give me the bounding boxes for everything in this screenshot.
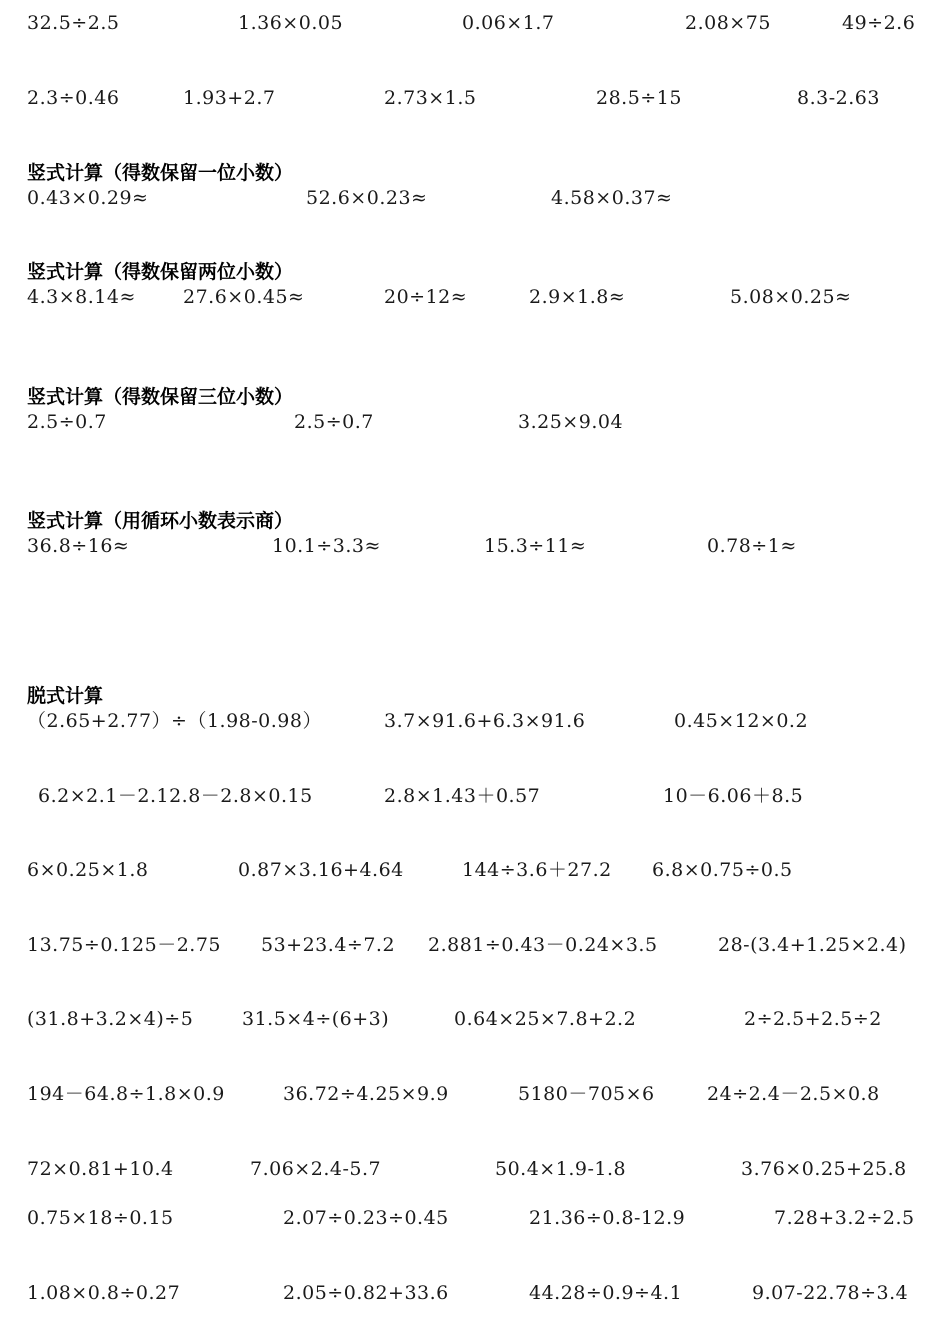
expression: 53+23.4÷7.2 bbox=[261, 934, 396, 956]
expression: 9.07-22.78÷3.4 bbox=[752, 1282, 909, 1304]
expression: 0.87×3.16+4.64 bbox=[238, 859, 404, 881]
expression: 0.45×12×0.2 bbox=[674, 710, 809, 732]
expansion-row bbox=[0, 859, 950, 889]
expression: 50.4×1.9-1.8 bbox=[495, 1158, 627, 1180]
expression: 28-(3.4+1.25×2.4) bbox=[718, 934, 907, 956]
expression: 36.8÷16≈ bbox=[27, 535, 130, 557]
expression: 0.06×1.7 bbox=[462, 12, 555, 34]
expression: 0.64×25×7.8+2.2 bbox=[454, 1008, 637, 1030]
expression: 31.5×4÷(6+3) bbox=[242, 1008, 390, 1030]
expression: 24÷2.4－2.5×0.8 bbox=[707, 1083, 880, 1105]
expression: 8.3-2.63 bbox=[797, 87, 880, 109]
expression: 44.28÷0.9÷4.1 bbox=[529, 1282, 683, 1304]
expression: 0.75×18÷0.15 bbox=[27, 1207, 174, 1229]
expansion-row bbox=[0, 1083, 950, 1113]
expression: 28.5÷15 bbox=[596, 87, 682, 109]
expression: 3.7×91.6+6.3×91.6 bbox=[384, 710, 586, 732]
expression: 3.76×0.25+25.8 bbox=[741, 1158, 907, 1180]
expansion-row bbox=[0, 710, 950, 740]
section-heading: 竖式计算（得数保留两位小数） bbox=[27, 261, 294, 283]
expression: 3.25×9.04 bbox=[518, 411, 624, 433]
section-row bbox=[0, 187, 950, 217]
expression: 2.07÷0.23÷0.45 bbox=[283, 1207, 449, 1229]
expression: 5.08×0.25≈ bbox=[730, 286, 852, 308]
expression: 2÷2.5+2.5÷2 bbox=[744, 1008, 882, 1030]
expression: 4.3×8.14≈ bbox=[27, 286, 136, 308]
practice-row-2 bbox=[0, 87, 950, 117]
expression: 49÷2.6 bbox=[842, 12, 916, 34]
expression: 52.6×0.23≈ bbox=[306, 187, 428, 209]
expression: 72×0.81+10.4 bbox=[27, 1158, 174, 1180]
expression: 4.58×0.37≈ bbox=[551, 187, 673, 209]
expression: 2.73×1.5 bbox=[384, 87, 477, 109]
expression: 6×0.25×1.8 bbox=[27, 859, 149, 881]
expression: 2.881÷0.43－0.24×3.5 bbox=[428, 934, 658, 956]
expression: 20÷12≈ bbox=[384, 286, 468, 308]
expression: 194－64.8÷1.8×0.9 bbox=[27, 1083, 225, 1105]
expression: 7.28+3.2÷2.5 bbox=[774, 1207, 915, 1229]
expansion-row bbox=[0, 1008, 950, 1038]
expansion-row bbox=[0, 1207, 950, 1237]
expression: 13.75÷0.125－2.75 bbox=[27, 934, 222, 956]
expression: 0.78÷1≈ bbox=[707, 535, 797, 557]
expression: 2.05÷0.82+33.6 bbox=[283, 1282, 449, 1304]
expansion-row bbox=[0, 934, 950, 964]
practice-row-1 bbox=[0, 12, 950, 42]
expression: 2.8×1.43＋0.57 bbox=[384, 785, 541, 807]
expression: 1.93+2.7 bbox=[183, 87, 276, 109]
expression: 1.36×0.05 bbox=[238, 12, 344, 34]
expression: 15.3÷11≈ bbox=[484, 535, 587, 557]
section-heading: 竖式计算（用循环小数表示商） bbox=[27, 510, 294, 532]
expansion-row bbox=[0, 1282, 950, 1312]
expression: 0.43×0.29≈ bbox=[27, 187, 149, 209]
expression: 144÷3.6＋27.2 bbox=[462, 859, 612, 881]
expression: 32.5÷2.5 bbox=[27, 12, 120, 34]
section-row bbox=[0, 286, 950, 316]
expression: 2.5÷0.7 bbox=[27, 411, 107, 433]
expression: 2.9×1.8≈ bbox=[529, 286, 626, 308]
section-row bbox=[0, 411, 950, 441]
section-heading: 脱式计算 bbox=[27, 685, 104, 707]
section-heading: 竖式计算（得数保留三位小数） bbox=[27, 386, 294, 408]
expression: 5180－705×6 bbox=[518, 1083, 655, 1105]
expression: 27.6×0.45≈ bbox=[183, 286, 305, 308]
expression: 10.1÷3.3≈ bbox=[272, 535, 381, 557]
expression: 2.08×75 bbox=[685, 12, 771, 34]
section-row bbox=[0, 535, 950, 565]
expression: 6.8×0.75÷0.5 bbox=[652, 859, 793, 881]
section-heading: 竖式计算（得数保留一位小数） bbox=[27, 162, 294, 184]
expression: 1.08×0.8÷0.27 bbox=[27, 1282, 181, 1304]
expression: 36.72÷4.25×9.9 bbox=[283, 1083, 449, 1105]
expression: （2.65+2.77）÷（1.98-0.98） bbox=[27, 710, 322, 732]
expression: 10－6.06＋8.5 bbox=[663, 785, 804, 807]
expression: 7.06×2.4-5.7 bbox=[250, 1158, 382, 1180]
expression: (31.8+3.2×4)÷5 bbox=[27, 1008, 194, 1030]
expansion-row bbox=[0, 1158, 950, 1188]
expansion-row bbox=[0, 785, 950, 815]
expression: 2.5÷0.7 bbox=[294, 411, 374, 433]
expression: 2.3÷0.46 bbox=[27, 87, 120, 109]
expression: 6.2×2.1－2.12.8－2.8×0.15 bbox=[38, 785, 313, 807]
expression: 21.36÷0.8-12.9 bbox=[529, 1207, 686, 1229]
